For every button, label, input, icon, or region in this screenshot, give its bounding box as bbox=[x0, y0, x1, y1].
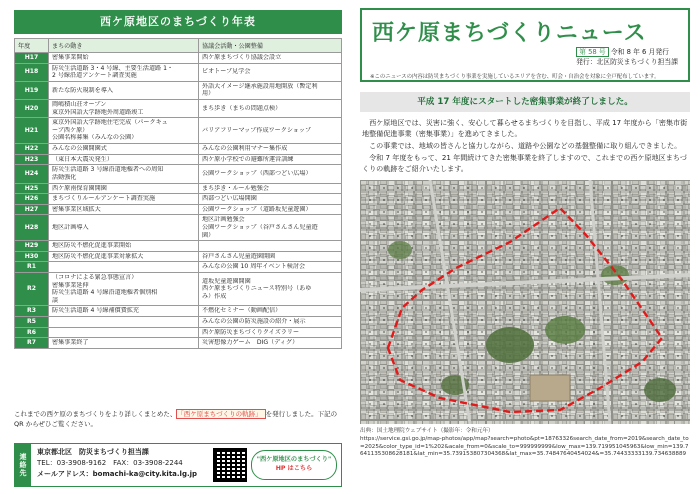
town-text: 談 bbox=[52, 296, 59, 304]
year-cell: R5 bbox=[15, 317, 49, 328]
town-text: 防災生活道路 4 号線補償費拡充 bbox=[52, 307, 139, 315]
issue-info bbox=[576, 48, 678, 67]
town-cell bbox=[49, 262, 199, 273]
council-cell bbox=[199, 338, 342, 349]
town-text: 地区防災不燃化促進事業対象拡大 bbox=[52, 252, 144, 260]
article-paragraph: 西ケ原地区では、災害に強く、安心して暮らせるまちづくりを目指し、平成 17 年度から「密集市街地整備促進事業（密集事業）」を進めてきました。 bbox=[362, 118, 688, 138]
table-row bbox=[15, 338, 342, 349]
year-cell: H23 bbox=[15, 154, 49, 165]
table-row bbox=[15, 165, 342, 183]
council-text: みんなの公園の防災施設の紹介・展示 bbox=[202, 318, 306, 326]
table-row bbox=[15, 144, 342, 155]
masthead-note: ※このニュースの内容は防災まちづくり事業を実施しているエリアを含む、町会・自治会を対象に全戸配布しています。 bbox=[370, 74, 660, 80]
year-cell: H21 bbox=[15, 118, 49, 144]
town-text: 防災生活道路 3 号線沿道地権者への周知 bbox=[52, 166, 164, 174]
contact-tag: 連絡先 bbox=[15, 444, 31, 486]
town-text: 密集事業終了 bbox=[52, 339, 89, 347]
council-cell bbox=[199, 273, 342, 306]
news-page bbox=[360, 8, 690, 459]
town-cell bbox=[49, 194, 199, 205]
header-town: まちの動き bbox=[49, 39, 199, 53]
council-cell bbox=[199, 215, 342, 241]
table-row bbox=[15, 81, 342, 99]
town-cell bbox=[49, 215, 199, 241]
council-text: まち歩き・ルール勉強会 bbox=[202, 184, 269, 192]
town-text: まちづくりルールアンケート調査実施 bbox=[52, 195, 156, 203]
table-row bbox=[15, 183, 342, 194]
town-text: 東京外国語大学跡地住宅完成（パークキュ bbox=[52, 119, 168, 127]
council-text: ビオトープ見学会 bbox=[202, 68, 251, 76]
town-cell bbox=[49, 317, 199, 328]
chronology-title: 西ケ原地区のまちづくり年表 bbox=[14, 10, 342, 34]
town-text: 地区計画導入 bbox=[52, 223, 89, 231]
issue-publisher: 発行：北区防災まちづくり担当課 bbox=[576, 57, 678, 66]
town-cell bbox=[49, 81, 199, 99]
aerial-photo bbox=[360, 180, 690, 424]
chronology-table bbox=[14, 38, 342, 349]
town-cell bbox=[49, 154, 199, 165]
header-council: 協議会活動・公園整備 bbox=[199, 39, 342, 53]
council-cell bbox=[199, 262, 342, 273]
council-cell bbox=[199, 118, 342, 144]
council-cell bbox=[199, 306, 342, 317]
council-text: 不燃化セミナー（動画配信） bbox=[202, 307, 282, 315]
table-row bbox=[15, 118, 342, 144]
town-text: 地区防災不燃化促進事業開始 bbox=[52, 242, 132, 250]
qr-notice-highlight: 「西ケ原まちづくりの軌跡」 bbox=[176, 409, 265, 419]
council-text: みんなの公園 10 周年イベント検討会 bbox=[202, 263, 306, 271]
council-cell bbox=[199, 251, 342, 262]
town-text: 岡嶋積山荘オープン bbox=[52, 101, 107, 109]
contact-info bbox=[31, 444, 209, 486]
header-year: 年度 bbox=[15, 39, 49, 53]
homepage-link-badge[interactable] bbox=[251, 450, 337, 480]
council-cell bbox=[199, 317, 342, 328]
year-cell: R2 bbox=[15, 273, 49, 306]
town-text: 西ケ原南保育園開園 bbox=[52, 184, 107, 192]
town-cell bbox=[49, 165, 199, 183]
town-cell bbox=[49, 53, 199, 64]
table-row bbox=[15, 262, 342, 273]
town-text: ーブ西ケ原） bbox=[52, 126, 89, 134]
table-row bbox=[15, 53, 342, 64]
council-cell bbox=[199, 154, 342, 165]
year-cell: H26 bbox=[15, 194, 49, 205]
council-cell bbox=[199, 53, 342, 64]
table-row bbox=[15, 241, 342, 252]
town-cell bbox=[49, 327, 199, 338]
council-cell bbox=[199, 183, 342, 194]
council-text: み）作成 bbox=[202, 293, 227, 301]
issue-number: 第 58 号 bbox=[576, 47, 609, 57]
chronology-body bbox=[15, 53, 342, 349]
council-text: 公園ワークショップ（西部つどい広場） bbox=[202, 170, 312, 178]
council-cell bbox=[199, 327, 342, 338]
council-cell bbox=[199, 241, 342, 252]
table-row bbox=[15, 306, 342, 317]
masthead bbox=[360, 8, 690, 82]
council-cell bbox=[199, 194, 342, 205]
table-row bbox=[15, 63, 342, 81]
council-text: 外語大イメージ継承施設用地開放（暫定利 bbox=[202, 82, 318, 90]
council-text: 西ケ原まちづくりニュース特別号（あゆ bbox=[202, 285, 312, 293]
qr-notice-text: これまでの西ケ原のまちづくりをより詳しくまとめた、 bbox=[14, 410, 177, 418]
council-text: 西部つどい広場開園 bbox=[202, 195, 257, 203]
year-cell: R1 bbox=[15, 262, 49, 273]
hp-badge-line1: "西ケ原地区のまちづくり" bbox=[256, 456, 332, 463]
council-text: 地区計画勉強会 bbox=[202, 216, 245, 224]
masthead-title: 西ケ原まちづくりニュース bbox=[372, 21, 647, 46]
year-cell: H24 bbox=[15, 165, 49, 183]
town-text: （東日本大震災発生） bbox=[52, 155, 113, 163]
council-text: 西ケ原小学校での避難所運営訓練 bbox=[202, 155, 294, 163]
caption-source: 出典：国土地理院ウェブサイト（撮影年：令和元年） bbox=[360, 427, 494, 434]
table-row bbox=[15, 215, 342, 241]
town-text: （コロナによる緊急事態宣言） bbox=[52, 274, 138, 282]
council-text: 公園ワークショップ（谷戸さんさん児童遊 bbox=[202, 223, 318, 231]
issue-date: 令和 8 年 6 月発行 bbox=[610, 48, 669, 56]
article-body bbox=[360, 118, 690, 175]
contact-mail[interactable]: メールアドレス：bomachi-ka@city.kita.lg.jp bbox=[37, 469, 198, 478]
council-text: 西ケ原まちづくり協議会設立 bbox=[202, 54, 282, 61]
town-cell bbox=[49, 183, 199, 194]
town-text: 2 号線沿道アンケート調査実施 bbox=[52, 72, 137, 80]
aerial-photo-image bbox=[360, 180, 690, 424]
table-row bbox=[15, 317, 342, 328]
town-cell bbox=[49, 100, 199, 118]
year-cell: H20 bbox=[15, 100, 49, 118]
qr-notice-text-2: を発行しました。下記の QR からぜひご覧ください。 bbox=[14, 410, 338, 428]
contact-box bbox=[14, 443, 342, 487]
year-cell: R7 bbox=[15, 338, 49, 349]
town-cell bbox=[49, 251, 199, 262]
qr-notice bbox=[14, 410, 342, 430]
town-text: 新たな防火規制を導入 bbox=[52, 86, 113, 94]
council-cell bbox=[199, 144, 342, 155]
table-row bbox=[15, 100, 342, 118]
year-cell: H29 bbox=[15, 241, 49, 252]
table-row bbox=[15, 273, 342, 306]
town-text: 活動強化 bbox=[52, 173, 77, 181]
qr-code-icon[interactable] bbox=[213, 448, 247, 482]
town-text: 密集事業区域拡大 bbox=[52, 205, 101, 213]
council-cell bbox=[199, 81, 342, 99]
council-text: 谷戸さんさん児童遊園開園 bbox=[202, 252, 276, 260]
year-cell: H18 bbox=[15, 63, 49, 81]
year-cell: H19 bbox=[15, 81, 49, 99]
council-text: 用） bbox=[202, 90, 215, 98]
town-text: 防災生活道路 4 号線沿道地権者個別相 bbox=[52, 289, 158, 297]
town-cell bbox=[49, 118, 199, 144]
table-row bbox=[15, 204, 342, 215]
council-text: 公園ワークショップ（道路坂児童遊園） bbox=[202, 205, 312, 213]
article-paragraph: この事業では、地域の皆さんと協力しながら、道路や公園などの基盤整備に取り組んできました。 bbox=[369, 140, 682, 150]
year-cell: H17 bbox=[15, 53, 49, 64]
town-text: 密集事業延伸 bbox=[52, 281, 89, 289]
town-text: 公園名称募集（みんなの公園） bbox=[52, 134, 138, 142]
council-text: 西ケ原防災まちづくりクイズラリー bbox=[202, 328, 300, 336]
town-text: 東京外国語大学跡地外周道路竣工 bbox=[52, 108, 144, 116]
council-text: 道坂児童遊園開園 bbox=[202, 277, 251, 285]
article-headline: 平成 17 年度にスタートした密集事業が終了しました。 bbox=[360, 92, 690, 112]
council-text: 災害想像力ゲーム DIG（ディグ） bbox=[202, 339, 299, 347]
year-cell: H28 bbox=[15, 215, 49, 241]
caption-url: https://service.gsi.go.jp/map-photos/app/map?search=photo&pt=18763326search_date_from=2019&search_date_to=2025&color_type_id=1%202&acale_from=0&scale_to=999999999&low_max=139.719951045963&low_min=139.7641135308628181&lat_min=35.739153807304368&lat_max=35.74847640454024&=35.74433333139.734638889 bbox=[360, 435, 689, 458]
council-text: バリアフリーマップ作成ワークショップ bbox=[202, 126, 312, 134]
contact-org: 東京都北区 防災まちづくり担当課 bbox=[37, 448, 149, 456]
hp-badge-line2: HP はこちら bbox=[275, 464, 313, 472]
town-text: 密集事業開始 bbox=[52, 54, 89, 61]
town-cell bbox=[49, 338, 199, 349]
table-row bbox=[15, 327, 342, 338]
council-text: 園） bbox=[202, 231, 215, 239]
table-row bbox=[15, 154, 342, 165]
photo-caption bbox=[360, 428, 690, 459]
town-cell bbox=[49, 144, 199, 155]
town-cell bbox=[49, 63, 199, 81]
year-cell: H22 bbox=[15, 144, 49, 155]
town-cell bbox=[49, 306, 199, 317]
council-cell bbox=[199, 204, 342, 215]
year-cell: H25 bbox=[15, 183, 49, 194]
town-text: 防災生活道路 3・4 号線、主要生活道路 1・ bbox=[52, 64, 174, 72]
table-row bbox=[15, 194, 342, 205]
town-text: みんなの公園開園式 bbox=[52, 145, 107, 153]
council-cell bbox=[199, 63, 342, 81]
year-cell: R3 bbox=[15, 306, 49, 317]
council-cell bbox=[199, 100, 342, 118]
contact-tel: TEL：03-3908-9162 FAX：03-3908-2244 bbox=[37, 458, 183, 467]
year-cell: H30 bbox=[15, 251, 49, 262]
chronology-panel bbox=[14, 10, 342, 349]
council-text: まち歩き（まちの問題点検） bbox=[202, 104, 282, 112]
council-text: みんなの公園利用マナー集作成 bbox=[202, 145, 288, 153]
year-cell: H27 bbox=[15, 204, 49, 215]
town-cell bbox=[49, 241, 199, 252]
town-cell bbox=[49, 204, 199, 215]
town-cell bbox=[49, 273, 199, 306]
council-cell bbox=[199, 165, 342, 183]
year-cell: R6 bbox=[15, 327, 49, 338]
article-paragraph: 令和 7 年度をもって、21 年間続けてきた密集事業を終了しますので、これまでの西ケ原地区まちづくりの軌跡をご紹介いたします。 bbox=[362, 152, 687, 173]
table-row bbox=[15, 251, 342, 262]
